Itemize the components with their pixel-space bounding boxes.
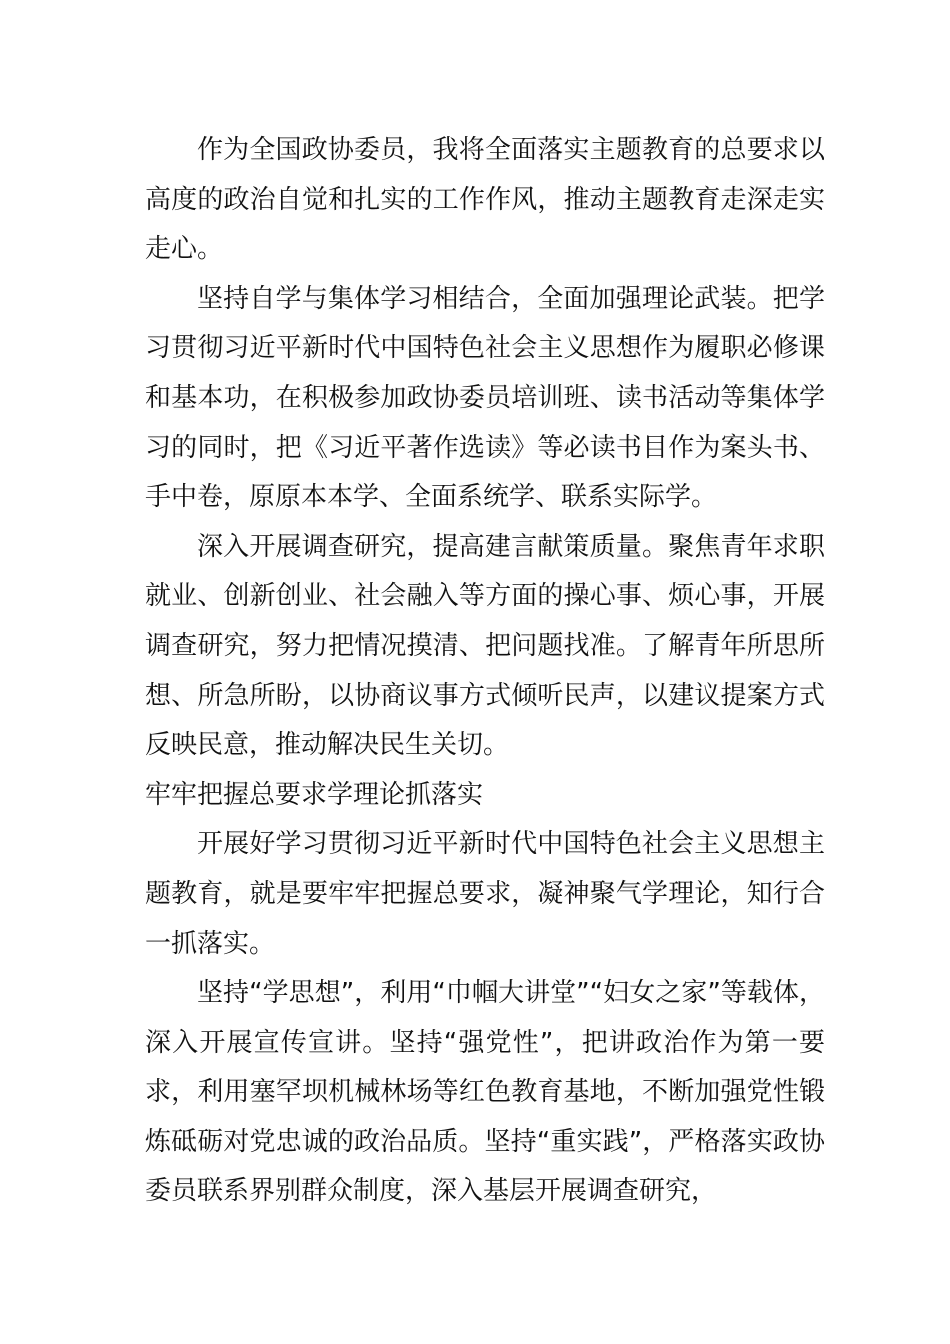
section-heading: 牢牢把握总要求学理论抓落实 <box>145 779 484 810</box>
paragraph-theme-education: 开展好学习贯彻习近平新时代中国特色社会主义思想主题教育，就是要牢牢把握总要求，凝神聚气学理论，知行合一抓落实。 <box>145 829 825 959</box>
paragraph-practice: 坚持“学思想”，利用“巾帼大讲堂”“妇女之家”等载体，深入开展宣传宣讲。坚持“强党性”，把讲政治作为第一要求，利用塞罕坝机械林场等红色教育基地，不断加强党性锻炼砥砺对党忠诚的政治品质。坚持“重实践”，严格落实政协委员联系界别群众制度，深入基层开展调查研究， <box>145 978 825 1207</box>
document-body <box>145 126 825 1217</box>
paragraph-intro: 作为全国政协委员，我将全面落实主题教育的总要求以高度的政治自觉和扎实的工作作风，推动主题教育走深走实走心。 <box>145 135 825 265</box>
paragraph-research: 深入开展调查研究，提高建言献策质量。聚焦青年求职就业、创新创业、社会融入等方面的操心事、烦心事，开展调查研究，努力把情况摸清、把问题找准。了解青年所思所想、所急所盼，以协商议事方式倾听民声，以建议提案方式反映民意，推动解决民生关切。 <box>145 531 825 761</box>
paragraph-theory-study: 坚持自学与集体学习相结合，全面加强理论武装。把学习贯彻习近平新时代中国特色社会主义思想作为履职必修课和基本功，在积极参加政协委员培训班、读书活动等集体学习的同时，把《习近平著作选读》等必读书目作为案头书、手中卷，原原本本学、全面系统学、联系实际学。 <box>145 283 825 513</box>
